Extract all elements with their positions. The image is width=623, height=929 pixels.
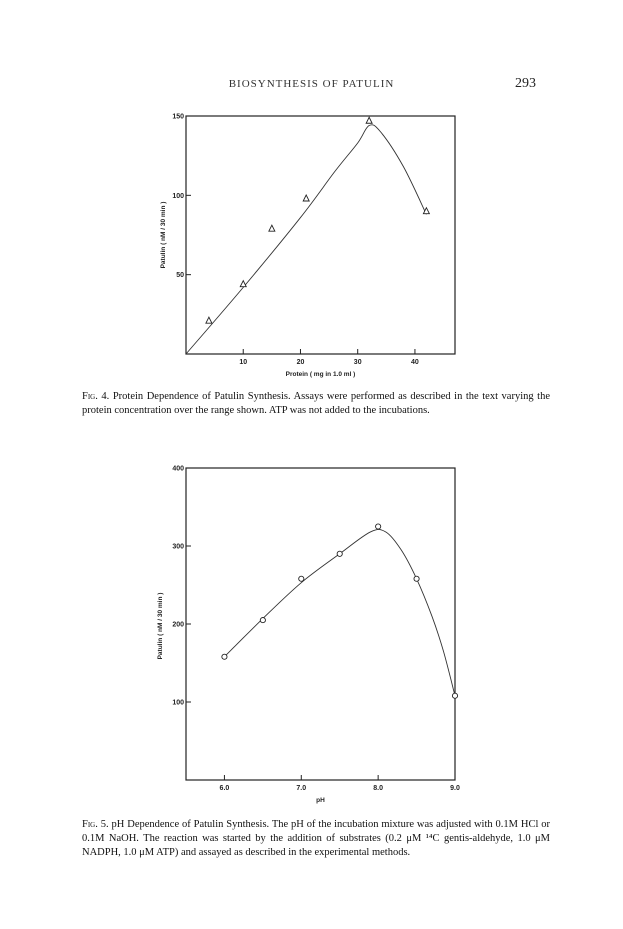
data-point-circle (299, 576, 304, 581)
page-number: 293 (515, 76, 536, 91)
y-tick-label: 100 (172, 192, 184, 200)
plot-frame (186, 468, 455, 780)
data-point-circle (376, 524, 381, 529)
y-axis-label: Patulin ( nM / 30 min ) (157, 592, 164, 660)
data-point-triangle (269, 225, 275, 231)
x-axis-label: Protein ( mg in 1.0 ml ) (285, 371, 356, 378)
y-tick-label: 100 (172, 699, 184, 707)
data-point-circle (260, 618, 265, 623)
data-point-circle (414, 576, 419, 581)
x-tick-label: 6.0 (219, 785, 230, 792)
y-tick-label: 50 (176, 272, 184, 280)
y-tick-label: 400 (172, 465, 184, 473)
data-point-circle (222, 654, 227, 659)
y-tick-label: 200 (172, 621, 184, 629)
data-point-triangle (366, 117, 372, 123)
x-tick-label: 7.0 (296, 785, 307, 792)
data-point-triangle (206, 317, 212, 323)
x-tick-label: 9.0 (450, 785, 460, 792)
running-title: BIOSYNTHESIS OF PATULIN (228, 78, 395, 90)
figure-4-protein-chart (0, 100, 623, 390)
figure-5-ph-chart (0, 460, 623, 820)
x-tick-label: 30 (353, 359, 362, 366)
figure-4-label: Fig. 4. (82, 391, 110, 402)
plot-frame (186, 116, 455, 354)
x-tick-label: 8.0 (373, 785, 384, 792)
figure-4-caption (82, 390, 550, 418)
data-point-circle (452, 693, 457, 698)
figure-5-caption-text: pH Dependence of Patulin Synthesis. The pH of the incubation mixture was adjusted with 0.1M HCl or 0.1M NaOH. The reaction was started by the addition of substrates (0.2 μM ¹⁴C gentis-aldehyde, 1.0 μM NADPH, 1.0 μM ATP) and assayed as described in the experimental methods. (82, 819, 551, 858)
fitted-curve (186, 125, 426, 354)
x-axis-label: pH (316, 797, 325, 804)
x-tick-label: 40 (411, 359, 419, 366)
data-point-triangle (240, 281, 246, 287)
y-tick-label: 300 (172, 543, 184, 551)
y-axis-label: Patulin ( nM / 30 min ) (160, 201, 167, 269)
figure-5-caption (82, 818, 550, 860)
figure-4-caption-text: Protein Dependence of Patulin Synthesis. Assays were performed as described in the text varying the protein concentration over the range shown. ATP was not added to the incubations. (82, 391, 550, 416)
x-tick-label: 20 (296, 359, 305, 366)
data-point-triangle (303, 195, 309, 201)
x-tick-label: 10 (239, 359, 248, 366)
figure-5-label: Fig. 5. (82, 819, 109, 830)
y-tick-label: 150 (172, 113, 184, 121)
data-point-circle (337, 551, 342, 556)
